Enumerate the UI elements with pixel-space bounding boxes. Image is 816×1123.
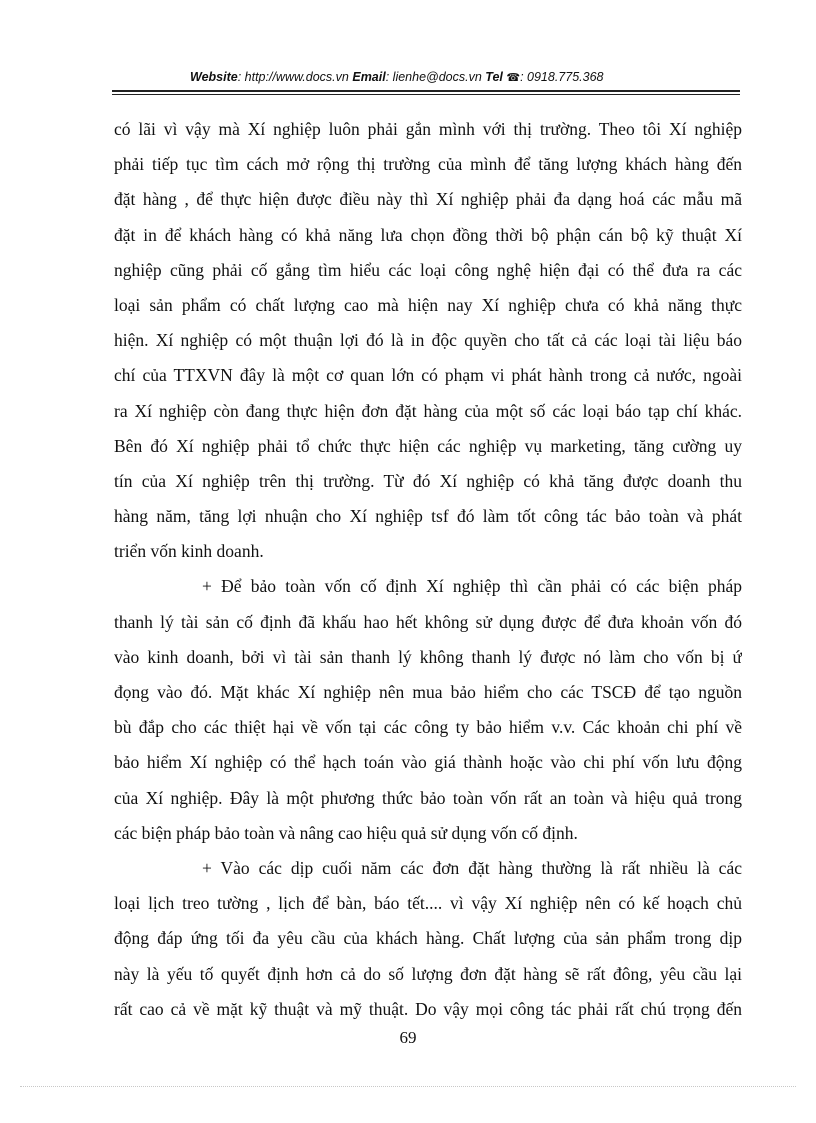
body-text (114, 112, 742, 1027)
paragraph-2 (114, 569, 742, 851)
text-line: + Vào các dịp cuối năm các đơn đặt hàng thường là rất nhiều là các (202, 857, 742, 878)
email-label: Email (352, 70, 386, 84)
text-line: hiện. Xí nghiệp có một thuận lợi đó là in độc quyền cho tất cả các loại tài liệu báo (114, 330, 742, 351)
paragraph-1 (114, 112, 742, 569)
text-line: đặt in để khách hàng có khả năng lưa chọn đồng thời bộ phận cán bộ kỹ thuật Xí (114, 224, 742, 245)
header-divider-thin (112, 94, 740, 95)
text-line: đọng vào đó. Mặt khác Xí nghiệp nên mua bảo hiểm cho các TSCĐ để tạo nguồn (114, 682, 742, 702)
text-line: động đáp ứng tối đa yêu cầu của khách hàng. Chất lượng của sản phẩm trong dịp (114, 928, 742, 949)
text-line: nghiệp cũng phải cố gắng tìm hiểu các loại công nghệ hiện đại có thể đưa ra các (114, 259, 742, 280)
text-line: thanh lý tài sản cố định đã khấu hao hết không sử dụng được để đưa khoản vốn đó (114, 611, 742, 632)
text-line: triển vốn kinh doanh. (114, 541, 264, 562)
footer-divider (20, 1086, 796, 1087)
phone-icon: ☎ (506, 72, 521, 84)
text-line: tín của Xí nghiệp trên thị trường. Từ đó Xí nghiệp có khả tăng được doanh thu (114, 470, 742, 491)
text-line: có lãi vì vậy mà Xí nghiệp luôn phải gắn mình với thị trường. Theo tôi Xí nghiệp (114, 119, 742, 139)
text-line: Bên đó Xí nghiệp phải tổ chức thực hiện các nghiệp vụ marketing, tăng cường uy (114, 435, 742, 456)
text-line: của Xí nghiệp. Đây là một phương thức bảo toàn vốn rất an toàn và hiệu quả trong (114, 787, 742, 808)
page-header (190, 70, 710, 84)
text-line: các biện pháp bảo toàn và nâng cao hiệu quả sử dụng vốn cố định. (114, 822, 578, 843)
text-line: bù đắp cho các thiệt hại về vốn tại các công ty bảo hiểm v.v. Các khoản chi phí về (114, 717, 742, 738)
text-line: ra Xí nghiệp còn đang thực hiện đơn đặt hàng của một số các loại báo tạp chí khác. (114, 400, 742, 421)
text-line: bảo hiểm Xí nghiệp có thể hạch toán vào giá thành hoặc vào chi phí vốn lưu động (114, 752, 742, 773)
tel-label: Tel (485, 70, 503, 84)
text-line: đặt hàng , để thực hiện được điều này thì Xí nghiệp phải đa dạng hoá các mẫu mã (114, 189, 742, 210)
text-line: vào kinh doanh, bởi vì tài sản thanh lý không thanh lý được nó làm cho vốn bị ứ (114, 646, 742, 667)
text-line: này là yếu tố quyết định hơn cả do số lượng đơn đặt hàng sẽ rất đông, yêu cầu lại (114, 963, 742, 984)
website-value: : http://www.docs.vn (237, 70, 349, 84)
text-line: loại lịch treo tường , lịch để bàn, báo tết.... vì vậy Xí nghiệp nên có kế hoạch chủ (114, 893, 742, 914)
paragraph-3 (114, 851, 742, 1027)
text-line: phải tiếp tục tìm cách mở rộng thị trường của mình để tăng lượng khách hàng đến (114, 154, 742, 175)
text-line: + Để bảo toàn vốn cố định Xí nghiệp thì cần phải có các biện pháp (202, 576, 742, 597)
page-number: 69 (399, 1028, 417, 1047)
website-label: Website (190, 70, 238, 84)
tel-value: : 0918.775.368 (520, 70, 604, 84)
text-line: chí của TTXVN đây là một cơ quan lớn có phạm vi phát hành trong cả nước, ngoài (114, 365, 742, 386)
email-value: : lienhe@docs.vn (385, 70, 482, 84)
text-line: rất cao cả về mặt kỹ thuật và mỹ thuật. Do vậy mọi công tác phải rất chú trọng đến (114, 998, 742, 1019)
text-line: loại sản phẩm có chất lượng cao mà hiện nay Xí nghiệp chưa có khả năng thực (114, 294, 742, 315)
header-divider (112, 90, 740, 92)
text-line: hàng năm, tăng lợi nhuận cho Xí nghiệp tsf đó làm tốt công tác bảo toàn và phát (114, 506, 742, 527)
